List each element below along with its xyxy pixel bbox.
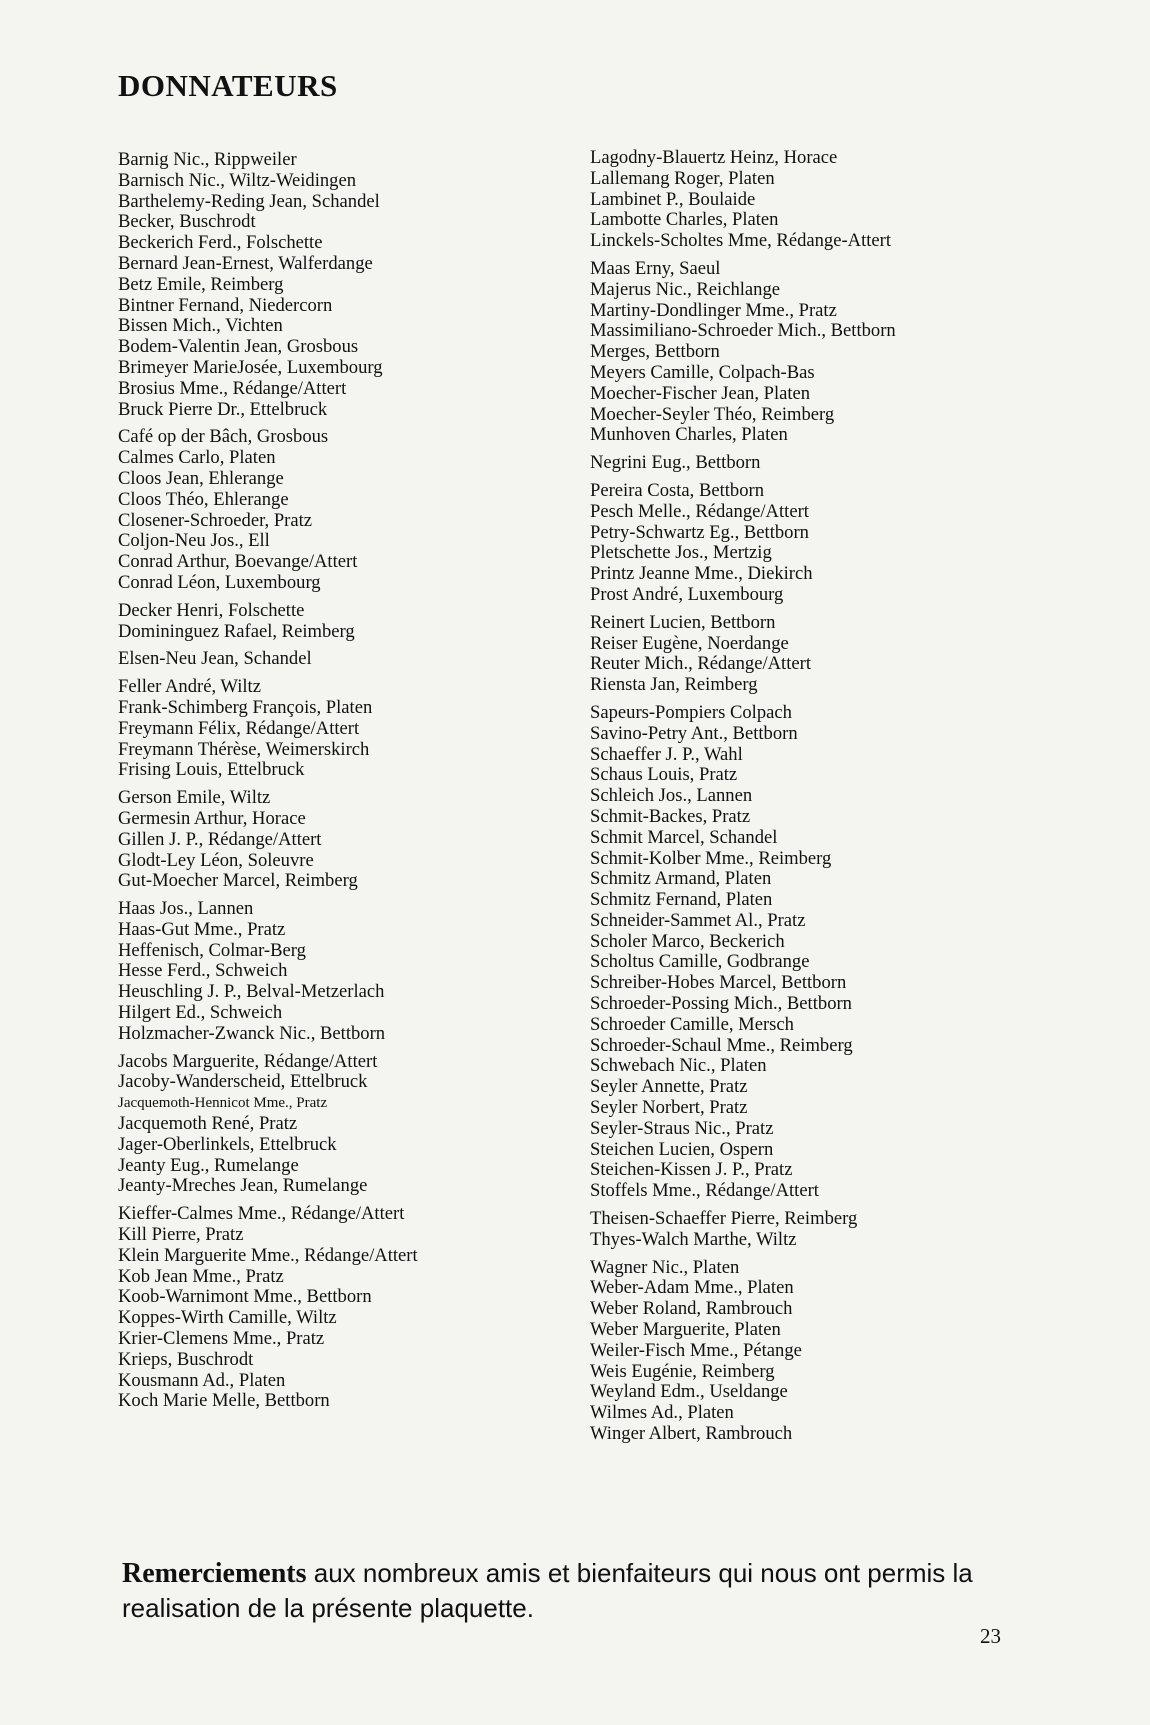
donor-entry: Cloos Jean, Ehlerange	[118, 467, 284, 489]
donor-entry: Decker Henri, Folschette	[118, 599, 305, 621]
thanks-text: aux nombreux amis et bienfaiteurs qui nous ont permis la realisation de la présente plaquette.	[122, 1558, 973, 1623]
donor-entry: Klein Marguerite Mme., Rédange/Attert	[118, 1244, 418, 1266]
donor-group	[118, 150, 588, 420]
donor-entry: Schaus Louis, Pratz	[590, 764, 738, 786]
donor-group	[590, 1258, 1070, 1445]
donor-entry: Lambotte Charles, Platen	[590, 209, 779, 231]
thanks-paragraph	[122, 1556, 1022, 1625]
donor-entry: Barnig Nic., Rippweiler	[118, 149, 297, 170]
donor-group	[118, 677, 588, 781]
donor-entry: Weyland Edm., Useldange	[590, 1381, 788, 1403]
donor-entry: Lambinet P., Boulaide	[590, 188, 756, 210]
donor-entry: Beckerich Ferd., Folschette	[118, 232, 323, 254]
donor-group	[590, 1209, 1070, 1251]
donor-entry: Betz Emile, Reimberg	[118, 273, 284, 295]
donor-entry: Feller André, Wiltz	[118, 676, 261, 698]
donor-group	[118, 601, 588, 643]
donor-entry: Jeanty-Mreches Jean, Rumelange	[118, 1175, 368, 1197]
donor-entry: Seyler Annette, Pratz	[590, 1076, 748, 1098]
donor-entry: Coljon-Neu Jos., Ell	[118, 530, 270, 552]
donor-entry: Heuschling J. P., Belval-Metzerlach	[118, 981, 385, 1003]
donor-entry: Steichen-Kissen J. P., Pratz	[590, 1159, 793, 1181]
donor-entry: Steichen Lucien, Ospern	[590, 1138, 774, 1160]
donor-entry: Meyers Camille, Colpach-Bas	[590, 361, 815, 383]
page-title: DONNATEURS	[118, 68, 338, 103]
donor-entry: Conrad Léon, Luxembourg	[118, 571, 321, 593]
donor-group	[590, 703, 1070, 1202]
donor-entry: Schroeder-Schaul Mme., Reimberg	[590, 1034, 853, 1056]
donor-entry: Heffenisch, Colmar-Berg	[118, 939, 306, 961]
donor-entry: Schmit-Kolber Mme., Reimberg	[590, 847, 832, 869]
donor-entry: Bissen Mich., Vichten	[118, 315, 283, 337]
page-number: 23	[980, 1624, 1001, 1648]
donor-entry: Closener-Schroeder, Pratz	[118, 509, 313, 531]
donor-entry: Scholtus Camille, Godbrange	[590, 951, 810, 973]
donor-entry: Kill Pierre, Pratz	[118, 1224, 244, 1246]
donor-entry: Brimeyer MarieJosée, Luxembourg	[118, 356, 383, 378]
donor-entry: Jacquemoth René, Pratz	[118, 1113, 298, 1135]
donor-group	[590, 453, 1070, 474]
donor-entry: Gerson Emile, Wiltz	[118, 787, 271, 809]
donor-entry: Barnisch Nic., Wiltz-Weidingen	[118, 169, 357, 191]
donor-entry: Kob Jean Mme., Pratz	[118, 1265, 284, 1287]
donor-group	[118, 427, 588, 593]
donor-group	[118, 1204, 588, 1412]
donor-entry: Krieps, Buschrodt	[118, 1348, 254, 1370]
donor-entry: Merges, Bettborn	[590, 341, 720, 363]
donor-entry: Linckels-Scholtes Mme, Rédange-Attert	[590, 230, 892, 252]
donor-entry: Wilmes Ad., Platen	[590, 1402, 734, 1424]
donor-entry: Freymann Félix, Rédange/Attert	[118, 717, 360, 739]
donor-entry: Theisen-Schaeffer Pierre, Reimberg	[590, 1208, 858, 1230]
donor-entry: Barthelemy-Reding Jean, Schandel	[118, 190, 380, 212]
donor-entry: Majerus Nic., Reichlange	[590, 278, 781, 300]
donor-group	[118, 1052, 588, 1198]
donor-entry: Hilgert Ed., Schweich	[118, 1002, 283, 1024]
donor-entry: Jacquemoth-Hennicot Mme., Pratz	[118, 1095, 328, 1112]
donor-group	[118, 788, 588, 892]
donor-group	[118, 899, 588, 1045]
donor-group	[590, 613, 1070, 696]
donor-entry: Petry-Schwartz Eg., Bettborn	[590, 521, 809, 543]
donor-entry: Munhoven Charles, Platen	[590, 424, 788, 446]
donor-entry: Reiser Eugène, Noerdange	[590, 632, 789, 654]
donor-entry: Café op der Bâch, Grosbous	[118, 426, 329, 448]
donor-entry: Moecher-Seyler Théo, Reimberg	[590, 403, 835, 425]
donor-entry: Koppes-Wirth Camille, Wiltz	[118, 1307, 337, 1329]
donor-entry: Calmes Carlo, Platen	[118, 447, 276, 469]
donor-entry: Gut-Moecher Marcel, Reimberg	[118, 870, 358, 892]
donor-entry: Conrad Arthur, Boevange/Attert	[118, 551, 358, 573]
donor-entry: Winger Albert, Rambrouch	[590, 1423, 793, 1445]
donor-entry: Massimiliano-Schroeder Mich., Bettborn	[590, 320, 896, 342]
donor-entry: Jeanty Eug., Rumelange	[118, 1154, 299, 1176]
donor-entry: Freymann Thérèse, Weimerskirch	[118, 738, 370, 760]
donor-entry: Pereira Costa, Bettborn	[590, 479, 765, 501]
donor-entry: Frank-Schimberg François, Platen	[118, 696, 373, 718]
donor-entry: Schneider-Sammet Al., Pratz	[590, 909, 806, 931]
donor-entry: Jacobs Marguerite, Rédange/Attert	[118, 1050, 378, 1072]
donor-entry: Pletschette Jos., Mertzig	[590, 542, 772, 564]
donor-entry: Haas Jos., Lannen	[118, 898, 254, 920]
donor-entry: Printz Jeanne Mme., Diekirch	[590, 563, 813, 585]
donor-entry: Pesch Melle., Rédange/Attert	[590, 500, 809, 522]
donor-entry: Schreiber-Hobes Marcel, Bettborn	[590, 972, 847, 994]
donor-entry: Bernard Jean-Ernest, Walferdange	[118, 252, 373, 274]
donor-entry: Schaeffer J. P., Wahl	[590, 743, 743, 765]
donor-entry: Seyler Norbert, Pratz	[590, 1097, 748, 1119]
donor-entry: Germesin Arthur, Horace	[118, 807, 306, 829]
donor-entry: Lallemang Roger, Platen	[590, 167, 775, 189]
donor-entry: Scholer Marco, Beckerich	[590, 930, 785, 952]
donor-entry: Schroeder Camille, Mersch	[590, 1013, 794, 1035]
thanks-heading: Remerciements	[122, 1558, 307, 1589]
donor-entry: Bruck Pierre Dr., Ettelbruck	[118, 398, 328, 420]
donor-entry: Elsen-Neu Jean, Schandel	[118, 648, 312, 670]
donor-entry: Schroeder-Possing Mich., Bettborn	[590, 993, 852, 1015]
donor-group	[590, 148, 1070, 252]
donor-entry: Jager-Oberlinkels, Ettelbruck	[118, 1133, 337, 1155]
donor-entry: Negrini Eug., Bettborn	[590, 452, 761, 474]
donor-entry: Becker, Buschrodt	[118, 211, 256, 233]
donor-entry: Weber Roland, Rambrouch	[590, 1298, 793, 1320]
donor-list-left-column	[118, 150, 588, 1419]
donor-entry: Koob-Warnimont Mme., Bettborn	[118, 1286, 372, 1308]
donor-entry: Hesse Ferd., Schweich	[118, 960, 288, 982]
donor-entry: Lagodny-Blauertz Heinz, Horace	[590, 147, 838, 168]
donor-entry: Koch Marie Melle, Bettborn	[118, 1390, 330, 1412]
donor-entry: Riensta Jan, Reimberg	[590, 674, 758, 696]
donor-entry: Schmit Marcel, Schandel	[590, 826, 778, 848]
donor-entry: Thyes-Walch Marthe, Wiltz	[590, 1228, 797, 1250]
donor-entry: Kousmann Ad., Platen	[118, 1369, 286, 1391]
donor-entry: Krier-Clemens Mme., Pratz	[118, 1328, 325, 1350]
donor-entry: Prost André, Luxembourg	[590, 583, 784, 605]
donor-entry: Haas-Gut Mme., Pratz	[118, 918, 286, 940]
donor-group	[118, 649, 588, 670]
donor-entry: Weber-Adam Mme., Platen	[590, 1277, 794, 1299]
donor-entry: Schleich Jos., Lannen	[590, 785, 753, 807]
donor-entry: Savino-Petry Ant., Bettborn	[590, 722, 798, 744]
donor-list-right-column	[590, 148, 1070, 1452]
donor-entry: Weber Marguerite, Platen	[590, 1319, 781, 1341]
donor-entry: Jacoby-Wanderscheid, Ettelbruck	[118, 1071, 368, 1093]
donor-entry: Sapeurs-Pompiers Colpach	[590, 701, 792, 723]
donor-entry: Schwebach Nic., Platen	[590, 1055, 767, 1077]
donor-entry: Kieffer-Calmes Mme., Rédange/Attert	[118, 1203, 405, 1225]
donor-entry: Weiler-Fisch Mme., Pétange	[590, 1339, 802, 1361]
donor-entry: Bintner Fernand, Niedercorn	[118, 294, 333, 316]
donor-entry: Schmitz Fernand, Platen	[590, 889, 773, 911]
donor-entry: Martiny-Dondlinger Mme., Pratz	[590, 299, 837, 321]
donor-entry: Wagner Nic., Platen	[590, 1256, 740, 1278]
donor-entry: Schmitz Armand, Platen	[590, 868, 772, 890]
donor-entry: Stoffels Mme., Rédange/Attert	[590, 1180, 819, 1202]
donor-entry: Brosius Mme., Rédange/Attert	[118, 377, 347, 399]
donor-group	[590, 259, 1070, 446]
donor-entry: Glodt-Ley Léon, Soleuvre	[118, 849, 314, 871]
donor-entry: Gillen J. P., Rédange/Attert	[118, 828, 322, 850]
donor-entry: Maas Erny, Saeul	[590, 257, 721, 279]
donor-entry: Frising Louis, Ettelbruck	[118, 759, 305, 781]
donor-entry: Domininguez Rafael, Reimberg	[118, 620, 355, 642]
donor-entry: Weis Eugénie, Reimberg	[590, 1360, 775, 1382]
donor-entry: Seyler-Straus Nic., Pratz	[590, 1117, 774, 1139]
donor-entry: Bodem-Valentin Jean, Grosbous	[118, 336, 359, 358]
donor-entry: Reuter Mich., Rédange/Attert	[590, 653, 811, 675]
donor-entry: Holzmacher-Zwanck Nic., Bettborn	[118, 1022, 386, 1044]
donor-entry: Cloos Théo, Ehlerange	[118, 488, 289, 510]
donor-entry: Schmit-Backes, Pratz	[590, 805, 751, 827]
donor-entry: Moecher-Fischer Jean, Platen	[590, 382, 811, 404]
donor-group	[590, 481, 1070, 606]
donor-entry: Reinert Lucien, Bettborn	[590, 611, 776, 633]
